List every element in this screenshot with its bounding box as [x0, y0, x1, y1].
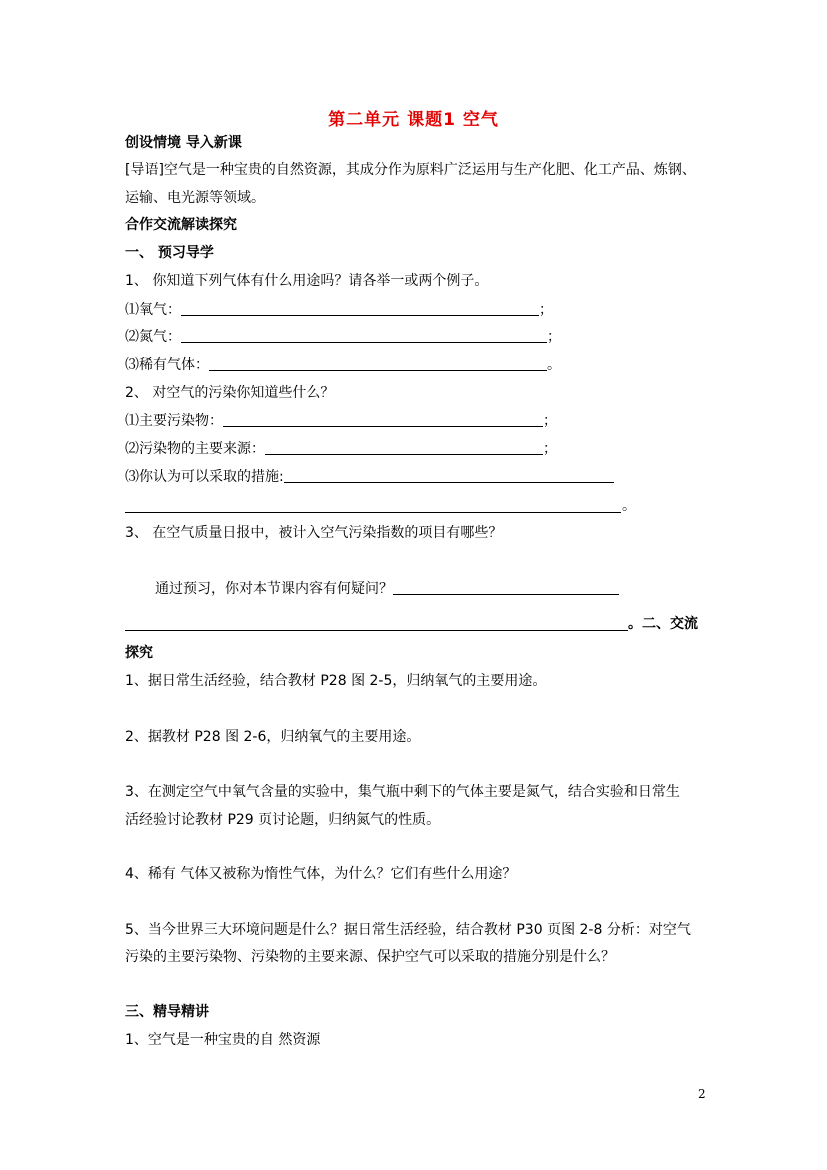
section-heading-guidance: 三、精导精讲 [125, 1004, 209, 1020]
section-heading-preview: 一、 预习导学 [125, 245, 214, 261]
q2-pollutants-item [125, 411, 557, 431]
measures-answer-blank[interactable] [284, 468, 614, 483]
exploration-5-line-1: 5、当今世界三大环境问题是什么？据日常生活经验，结合教材 P30 页图 2-8 分析：对空气 [125, 922, 691, 938]
q1-oxygen-label: ⑴氧气： [125, 302, 181, 318]
doubt-answer-blank[interactable] [393, 580, 619, 595]
q1-rare-gas-label: ⑶稀有气体： [125, 357, 209, 373]
section-heading-cooperation: 合作交流解读探究 [125, 217, 237, 233]
period: 。 [622, 498, 636, 514]
point-1: 1、空气是一种宝贵的自 然资源 [125, 1032, 321, 1048]
section-heading-exchange-part1: 。二、交流 [628, 616, 698, 632]
semicolon: ； [543, 413, 557, 429]
question-1: 1、 你知道下列气体有什么用途吗？请各举一或两个例子。 [125, 273, 489, 289]
page-title: 第二单元 课题1 空气 [328, 110, 499, 130]
semicolon: ； [539, 302, 553, 318]
exploration-3-line-1: 3、在测定空气中氧气含量的实验中，集气瓶中剩下的气体主要是氮气，结合实验和日常生 [125, 784, 680, 800]
semicolon: ； [547, 329, 561, 345]
q1-nitrogen-item [125, 327, 561, 347]
measures-answer-line-2[interactable] [125, 512, 621, 513]
page-number: 2 [698, 1087, 706, 1101]
question-2: 2、 对空气的污染你知道些什么？ [125, 385, 335, 401]
pollutants-answer-blank[interactable] [223, 412, 543, 427]
doubt-item [155, 579, 619, 599]
sources-answer-blank[interactable] [265, 440, 543, 455]
question-3: 3、 在空气质量日报中，被计入空气污染指数的项目有哪些？ [125, 525, 503, 541]
semicolon: ； [543, 441, 557, 457]
intro-line-1: [导语]空气是一种宝贵的自然资源，其成分作为原料广泛运用与生产化肥、化工产品、炼钢、 [125, 162, 696, 178]
oxygen-answer-blank[interactable] [181, 301, 539, 316]
period: 。 [547, 357, 561, 373]
doubt-label: 通过预习，你对本节课内容有何疑问？ [155, 581, 393, 597]
q2-measures-item [125, 467, 614, 487]
section-heading-scenario: 创设情境 导入新课 [125, 135, 242, 151]
intro-line-2: 运输、电光源等领域。 [125, 190, 265, 206]
q2-sources-item [125, 439, 557, 459]
exploration-2: 2、据教材 P28 图 2-6，归纳氧气的主要用途。 [125, 729, 421, 745]
q1-rare-gas-item [125, 355, 561, 375]
q2-pollutants-label: ⑴主要污染物： [125, 413, 223, 429]
nitrogen-answer-blank[interactable] [181, 328, 547, 343]
q1-oxygen-item [125, 300, 553, 320]
doubt-answer-line-2[interactable] [125, 630, 628, 631]
exploration-3-line-2: 活经验讨论教材 P29 页讨论题，归纳氮气的性质。 [125, 812, 441, 828]
exploration-5-line-2: 污染的主要污染物、污染物的主要来源、保护空气可以采取的措施分别是什么？ [125, 949, 615, 965]
q2-measures-label: ⑶你认为可以采取的措施: [125, 469, 284, 485]
q1-nitrogen-label: ⑵氮气： [125, 329, 181, 345]
exploration-4: 4、稀有 气体又被称为惰性气体，为什么？它们有些什么用途？ [125, 866, 517, 882]
rare-gas-answer-blank[interactable] [209, 356, 547, 371]
exploration-1: 1、据日常生活经验，结合教材 P28 图 2-5，归纳氧气的主要用途。 [125, 673, 547, 689]
section-heading-exchange-part2: 探究 [125, 645, 153, 661]
q2-sources-label: ⑵污染物的主要来源： [125, 441, 265, 457]
